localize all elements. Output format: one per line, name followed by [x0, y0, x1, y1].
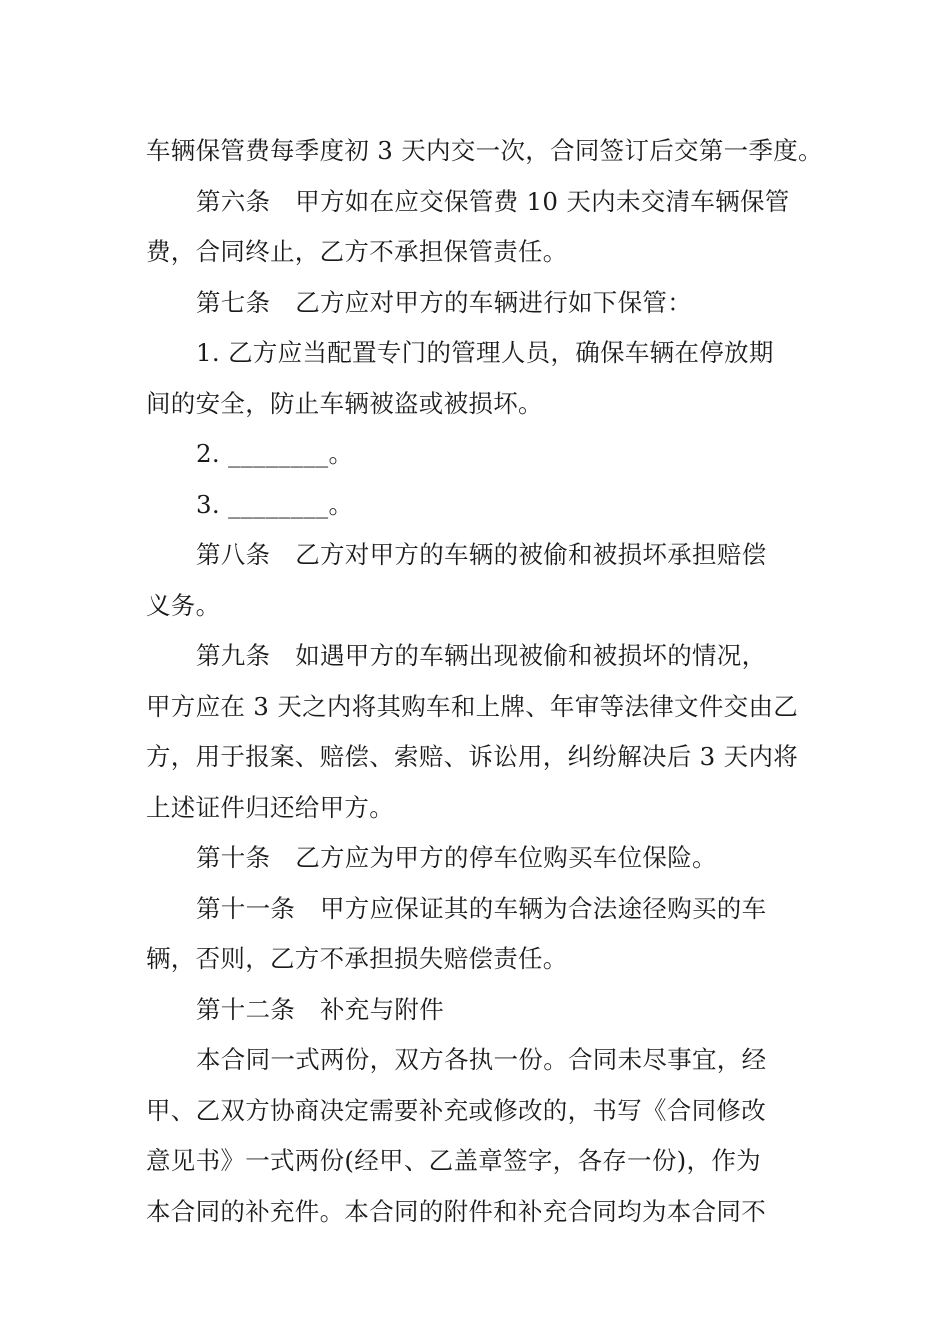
article-11-line: 第十一条 甲方应保证其的车辆为合法途径购买的车	[196, 893, 767, 923]
article-7-line: 第七条 乙方应对甲方的车辆进行如下保管：	[196, 287, 692, 317]
document-body	[146, 126, 823, 1237]
article-10-line: 第十条 乙方应为甲方的停车位购买车位保险。	[196, 843, 717, 872]
list-item-2: 2. ________。	[196, 439, 354, 468]
paragraph-line: 本合同一式两份，双方各执一份。合同未尽事宜，经	[196, 1045, 767, 1074]
text-line: 甲方应在 3 天之内将其购车和上牌、年审等法律文件交由乙	[146, 691, 799, 721]
text-line: 意见书》一式两份(经甲、乙盖章签字，各存一份)，作为	[146, 1146, 761, 1175]
text-line: 方，用于报案、赔偿、索赔、诉讼用，纠纷解决后 3 天内将	[146, 742, 799, 771]
text-line: 本合同的补充件。本合同的附件和补充合同均为本合同不	[146, 1196, 766, 1226]
article-9-line: 第九条 如遇甲方的车辆出现被偷和被损坏的情况，	[196, 641, 767, 670]
text-line: 车辆保管费每季度初 3 天内交一次，合同签订后交第一季度。	[146, 136, 823, 165]
text-line: 辆，否则，乙方不承担损失赔偿责任。	[146, 944, 568, 973]
article-12-heading: 第十二条 补充与附件	[196, 994, 444, 1024]
list-item-3: 3. ________。	[196, 489, 354, 519]
text-line: 间的安全，防止车辆被盗或被损坏。	[146, 388, 543, 418]
article-6-line: 第六条 甲方如在应交保管费 10 天内未交清车辆保管	[196, 186, 790, 216]
list-item-1: 1. 乙方应当配置专门的管理人员，确保车辆在停放期	[196, 338, 774, 367]
text-line: 义务。	[146, 590, 221, 620]
text-line: 甲、乙双方协商决定需要补充或修改的，书写《合同修改	[146, 1095, 766, 1125]
text-line: 费，合同终止，乙方不承担保管责任。	[146, 237, 568, 266]
text-line: 上述证件归还给甲方。	[146, 792, 394, 822]
article-8-line: 第八条 乙方对甲方的车辆的被偷和被损坏承担赔偿	[196, 540, 767, 569]
